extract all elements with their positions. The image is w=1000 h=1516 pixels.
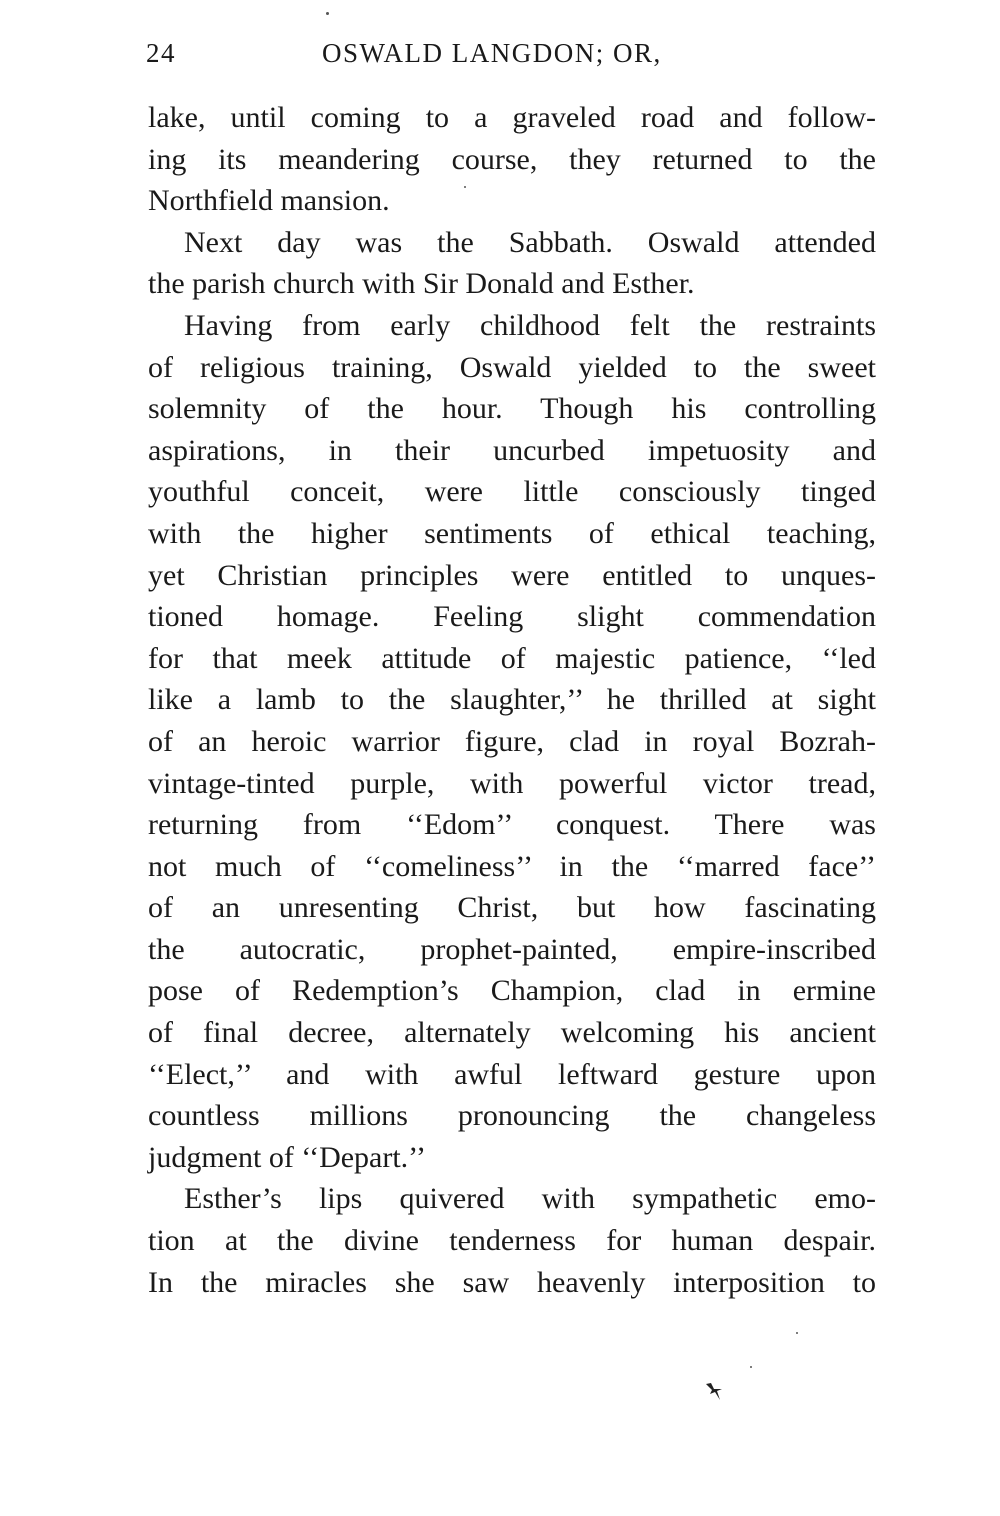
- text-line: of religious training, Oswald yielded to the sweet: [148, 350, 876, 384]
- text-line: ‘‘Elect,’’ and with awful leftward gesture upon: [148, 1057, 876, 1091]
- text-line: pose of Redemption’s Champion, clad in ermine: [148, 974, 876, 1008]
- text-line: vintage-tinted purple, with powerful victor tread,: [148, 766, 876, 800]
- body-text: [148, 97, 876, 1303]
- text-line: tioned homage. Feeling slight commendation: [148, 600, 876, 634]
- text-line: In the miracles she saw heavenly interposition to: [148, 1265, 876, 1299]
- running-head: [146, 38, 876, 78]
- text-line: ing its meandering course, they returned to the: [148, 142, 876, 176]
- text-line: judgment of ‘‘Depart.’’: [148, 1140, 426, 1174]
- ink-speck-icon: [796, 1332, 798, 1334]
- ink-blot-icon: [702, 1380, 726, 1404]
- text-line: the parish church with Sir Donald and Esther.: [148, 267, 695, 301]
- ink-speck-icon: [750, 1366, 752, 1368]
- text-line: with the higher sentiments of ethical teaching,: [148, 516, 876, 550]
- text-line: Having from early childhood felt the restraints: [184, 308, 876, 342]
- text-line: lake, until coming to a graveled road and follow-: [148, 101, 876, 134]
- text-line: youthful conceit, were little consciously tinged: [148, 475, 876, 509]
- text-line: yet Christian principles were entitled to unques-: [148, 558, 876, 592]
- text-line: tion at the divine tenderness for human despair.: [148, 1224, 876, 1258]
- text-line: aspirations, in their uncurbed impetuosity and: [148, 433, 876, 467]
- ink-speck-icon: [326, 12, 329, 15]
- page-number: 24: [146, 38, 176, 68]
- text-line: the autocratic, prophet-painted, empire-inscribed: [148, 932, 876, 966]
- text-line: countless millions pronouncing the changeless: [148, 1099, 876, 1133]
- text-line: not much of ‘‘comeliness’’ in the ‘‘marred face’’: [148, 849, 876, 883]
- text-line: like a lamb to the slaughter,’’ he thrilled at sight: [148, 683, 876, 717]
- text-line: solemnity of the hour. Though his controlling: [148, 392, 876, 426]
- ink-speck-icon: [464, 186, 466, 188]
- text-line: returning from ‘‘Edom’’ conquest. There was: [148, 808, 876, 842]
- text-line: of an unresenting Christ, but how fascinating: [148, 891, 876, 925]
- text-line: of final decree, alternately welcoming his ancient: [148, 1016, 876, 1050]
- text-line: for that meek attitude of majestic patience, ‘‘led: [148, 641, 876, 675]
- running-title: OSWALD LANGDON; OR,: [322, 38, 662, 68]
- text-line: Esther’s lips quivered with sympathetic emo-: [184, 1182, 876, 1216]
- text-line: of an heroic warrior figure, clad in royal Bozrah-: [148, 724, 876, 758]
- text-line: Northfield mansion.: [148, 184, 390, 218]
- text-line: Next day was the Sabbath. Oswald attended: [184, 225, 876, 259]
